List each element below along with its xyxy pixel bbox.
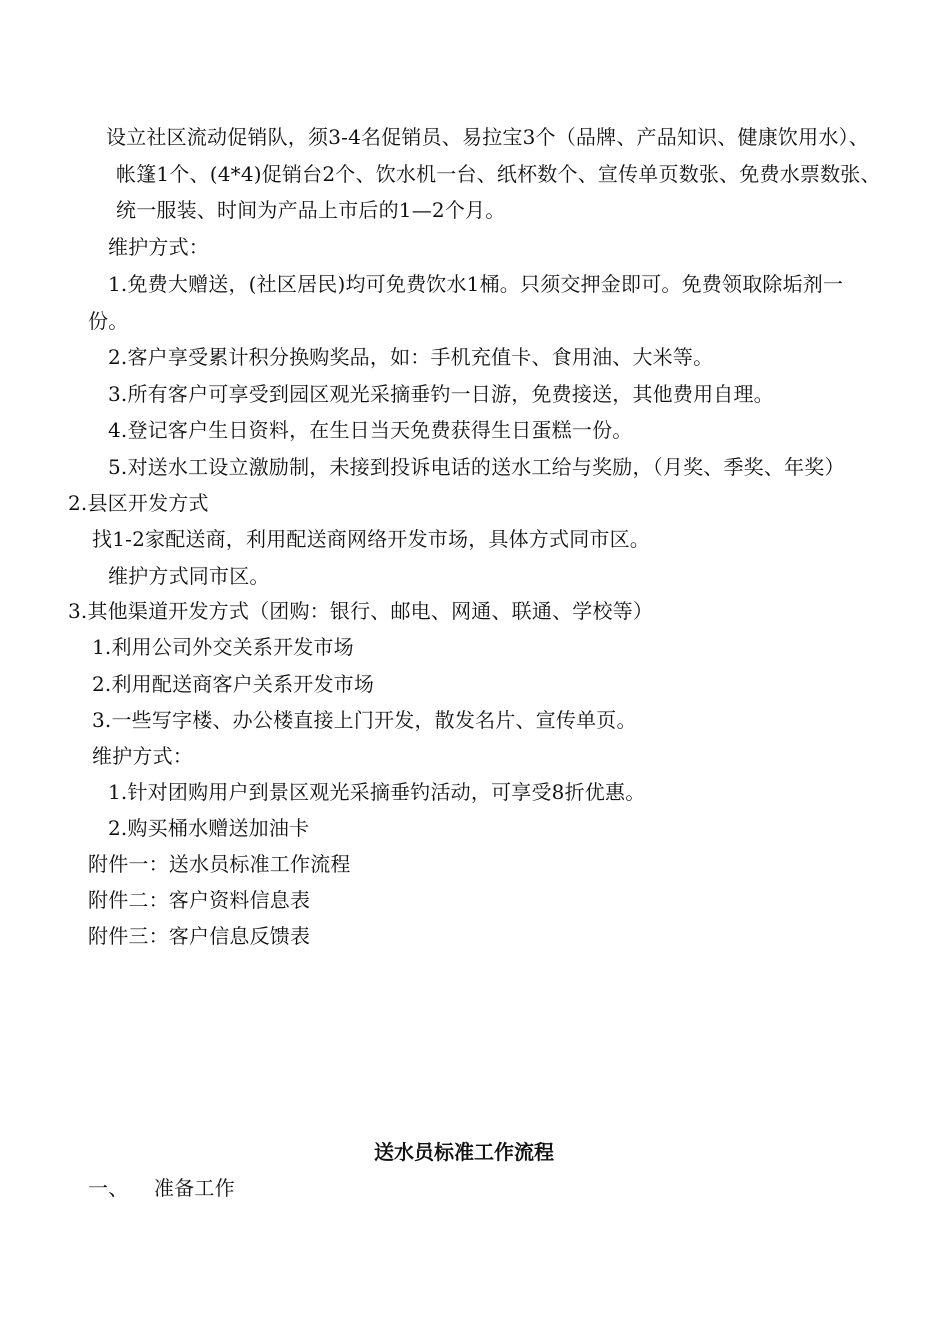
attachment-three: 附件三：客户信息反馈表 bbox=[88, 924, 311, 948]
paragraph-uniform-time: 统一服装、时间为产品上市后的1—2个月。 bbox=[116, 198, 506, 222]
list-item-birthday: 4.登记客户生日资料，在生日当天免费获得生日蛋糕一份。 bbox=[108, 418, 633, 442]
section-heading-number: 一、 bbox=[88, 1176, 129, 1200]
paragraph-promotion-team: 设立社区流动促销队，须3-4名促销员、易拉宝3个（品牌、产品知识、健康饮用水）、 bbox=[106, 125, 869, 149]
list-item-incentive: 5.对送水工设立激励制，未接到投诉电话的送水工给与奖励，（月奖、季奖、年奖） bbox=[108, 455, 845, 479]
list-item-distributor-relations: 2.利用配送商客户关系开发市场 bbox=[92, 672, 375, 696]
paragraph-distributor: 找1-2家配送商，利用配送商网络开发市场，具体方式同市区。 bbox=[92, 527, 651, 551]
list-item-company-relations: 1.利用公司外交关系开发市场 bbox=[92, 635, 354, 659]
section-title: 送水员标准工作流程 bbox=[374, 1140, 554, 1164]
attachment-two: 附件二：客户资料信息表 bbox=[88, 888, 311, 912]
paragraph-equipment: 帐篷1个、(4*4)促销台2个、饮水机一台、纸杯数个、宣传单页数张、免费水票数张、 bbox=[116, 162, 881, 186]
heading-maintenance-method-2: 维护方式： bbox=[92, 744, 193, 768]
list-item-free-gift-cont: 份。 bbox=[88, 309, 129, 333]
list-item-free-gift: 1.免费大赠送，(社区居民)均可免费饮水1桶。只须交押金即可。免费领取除垢剂一 bbox=[108, 272, 844, 296]
list-item-office-buildings: 3.一些写字楼、办公楼直接上门开发，散发名片、宣传单页。 bbox=[92, 708, 637, 732]
list-item-group-discount: 1.针对团购用户到景区观光采摘垂钓活动，可享受8折优惠。 bbox=[108, 780, 646, 804]
list-item-points-exchange: 2.客户享受累计积分换购奖品，如：手机充值卡、食用油、大米等。 bbox=[108, 345, 714, 369]
list-item-park-tour: 3.所有客户可享受到园区观光采摘垂钓一日游，免费接送，其他费用自理。 bbox=[108, 382, 774, 406]
list-item-fuel-card: 2.购买桶水赠送加油卡 bbox=[108, 816, 310, 840]
heading-county-development: 2.县区开发方式 bbox=[68, 491, 209, 515]
paragraph-maintenance-same: 维护方式同市区。 bbox=[108, 564, 270, 588]
heading-maintenance-method: 维护方式： bbox=[108, 235, 209, 259]
attachment-one: 附件一：送水员标准工作流程 bbox=[88, 852, 351, 876]
section-heading-text: 准备工作 bbox=[154, 1176, 235, 1200]
heading-other-channels: 3.其他渠道开发方式（团购：银行、邮电、网通、联通、学校等） bbox=[68, 599, 654, 623]
